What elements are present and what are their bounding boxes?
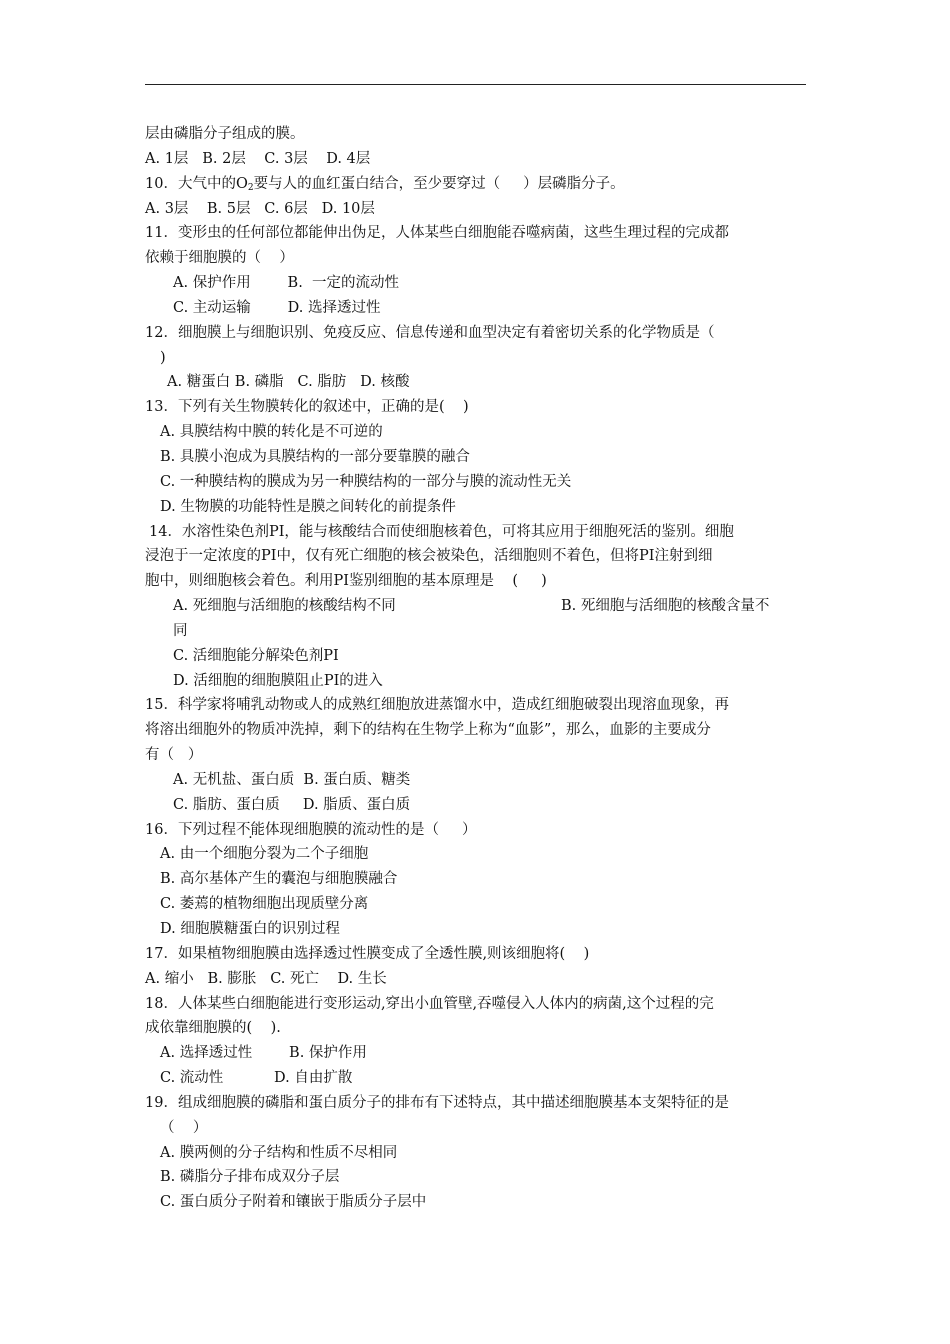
q9-options: A. 1层 B. 2层 C. 3层 D. 4层 (145, 150, 371, 167)
q16-option-a: A. 由一个细胞分裂为二个子细胞 (160, 846, 369, 863)
q14-stem: 14．水溶性染色剂PI，能与核酸结合而使细胞核着色，可将其应用于细胞死活的鉴别。细胞 (149, 523, 734, 540)
q15-stem: 15．科学家将哺乳动物或人的成熟红细胞放进蒸馏水中，造成红细胞破裂出现溶血现象，再 (145, 697, 729, 714)
q17-options: A. 缩小 B. 膨胀 C. 死亡 D. 生长 (145, 970, 387, 987)
q14-stem-cont2: 胞中，则细胞核会着色。利用PI鉴别细胞的基本原理是 ( ) (145, 573, 547, 590)
q12-stem: 12．细胞膜上与细胞识别、免疫反应、信息传递和血型决定有着密切关系的化学物质是（ (145, 324, 715, 341)
q14-option-c: C. 活细胞能分解染色剂PI (173, 647, 339, 664)
q15-stem-cont: 将溶出细胞外的物质冲洗掉，剩下的结构在生物学上称为“血影”，那么，血影的主要成分 (145, 722, 711, 739)
q10-stem: 10．大气中的$O_2$要与人的血红蛋白结合，至少要穿过（ ）层磷脂分子。 (145, 175, 625, 193)
q15-stem-cont2: 有（ ） (145, 747, 203, 764)
emphasis-text: 不能 (235, 821, 265, 838)
q18-stem-cont: 成依靠细胞膜的( ). (145, 1020, 281, 1037)
q19-option-c: C. 蛋白质分子附着和镶嵌于脂质分子层中 (160, 1194, 427, 1211)
q13-option-c: C. 一种膜结构的膜成为另一种膜结构的一部分与膜的流动性无关 (160, 473, 572, 490)
q11-stem: 11．变形虫的任何部位都能伸出伪足，人体某些白细胞能吞噬病菌，这些生理过程的完成都 (145, 225, 729, 242)
document-body (145, 122, 809, 1215)
header-rule (145, 84, 806, 85)
q14-option-b: B. 死细胞与活细胞的核酸含量不 (561, 598, 770, 615)
q18-stem: 18．人体某些白细胞能进行变形运动,穿出小血管壁,吞噬侵入人体内的病菌,这个过程的完 (145, 995, 714, 1012)
q11-options-ab: A. 保护作用 B. 一定的流动性 (173, 275, 400, 292)
q16-stem: 16．下列过程不能体现细胞膜的流动性的是（ ） (145, 821, 477, 838)
q14-option-a: A. 死细胞与活细胞的核酸结构不同 (173, 598, 396, 615)
q11-stem-cont: 依赖于细胞膜的（ ） (145, 250, 294, 267)
q19-option-b: B. 磷脂分子排布成双分子层 (160, 1169, 340, 1186)
q14-option-d: D. 活细胞的细胞膜阻止PI的进入 (173, 672, 383, 689)
subscript: 2 (247, 182, 254, 193)
q17-stem: 17．如果植物细胞膜由选择透过性膜变成了全透性膜,则该细胞将( ) (145, 945, 590, 962)
q18-options-cd: C. 流动性 D. 自由扩散 (160, 1070, 353, 1087)
q19-option-a: A. 膜两侧的分子结构和性质不尽相同 (160, 1144, 398, 1161)
q16-option-b: B. 高尔基体产生的囊泡与细胞膜融合 (160, 871, 398, 888)
q12-stem-cont: ) (160, 349, 166, 366)
q18-options-ab: A. 选择透过性 B. 保护作用 (160, 1045, 367, 1062)
q16-option-d: D. 细胞膜糖蛋白的识别过程 (160, 921, 340, 937)
q13-option-d: D. 生物膜的功能特性是膜之间转化的前提条件 (160, 498, 456, 515)
q14-stem-cont: 浸泡于一定浓度的PI中，仅有死亡细胞的核会被染色，活细胞则不着色，但将PI注射到细 (145, 548, 713, 565)
q13-option-b: B. 具膜小泡成为具膜结构的一部分要靠膜的融合 (160, 448, 470, 465)
q13-stem: 13．下列有关生物膜转化的叙述中，正确的是( ) (145, 399, 469, 416)
q16-option-c: C. 萎蔫的植物细胞出现质壁分离 (160, 896, 369, 913)
q11-options-cd: C. 主动运输 D. 选择透过性 (173, 299, 381, 316)
q12-options: A. 糖蛋白 B. 磷脂 C. 脂肪 D. 核酸 (167, 374, 410, 391)
q14-option-b-cont: 同 (173, 622, 188, 639)
q13-option-a: A. 具膜结构中膜的转化是不可逆的 (160, 424, 383, 441)
q15-options-cd: C. 脂肪、蛋白质 D. 脂质、蛋白质 (173, 796, 411, 813)
text-line: 层由磷脂分子组成的膜。 (145, 126, 305, 142)
q19-stem-cont: （ ） (160, 1119, 208, 1136)
q15-options-ab: A. 无机盐、蛋白质 B. 蛋白质、糖类 (173, 771, 411, 788)
q10-options: A. 3层 B. 5层 C. 6层 D. 10层 (145, 200, 375, 217)
q19-stem: 19．组成细胞膜的磷脂和蛋白质分子的排布有下述特点，其中描述细胞膜基本支架特征的是 (145, 1094, 729, 1111)
q14-options-ab (145, 594, 809, 619)
